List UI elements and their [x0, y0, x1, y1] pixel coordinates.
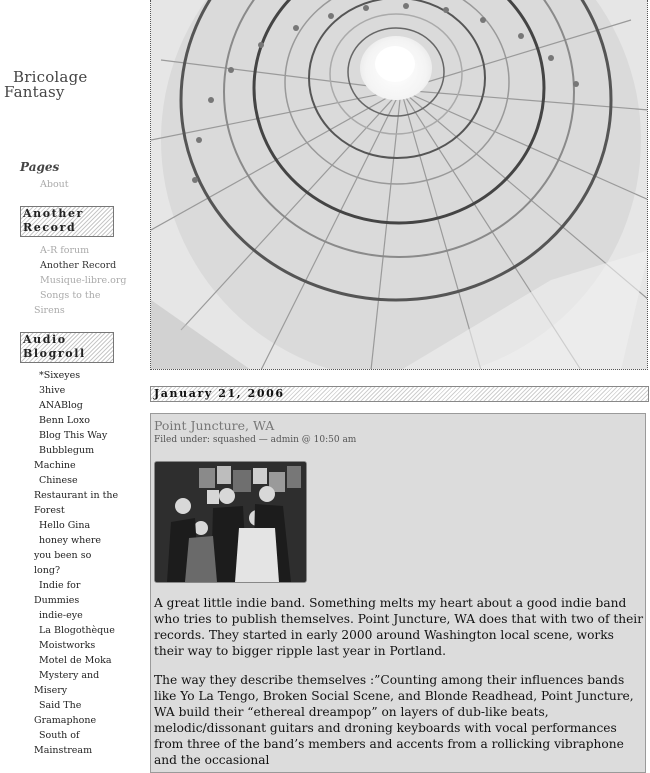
sidebar-link-musique-libre[interactable]: Musique-libre.org — [40, 275, 127, 286]
heading-line: Blogroll — [23, 347, 86, 360]
audio-blogroll-heading — [20, 332, 114, 363]
post-title-link[interactable]: Point Juncture, WA — [154, 418, 275, 433]
sidebar-link-about[interactable]: About — [40, 179, 69, 190]
sidebar-link-songs-to-the-sirens-cont[interactable]: Sirens — [34, 305, 65, 316]
blog-post — [150, 413, 646, 773]
blogroll-item[interactable]: Moistworks — [39, 640, 96, 651]
blogroll-item[interactable]: Indie for — [39, 580, 81, 591]
blogroll-item-cont[interactable]: Mainstream — [34, 745, 93, 756]
pages-heading: Pages — [20, 160, 60, 174]
another-record-heading — [20, 206, 114, 237]
blogroll-item-cont[interactable]: Misery — [34, 685, 68, 696]
sidebar-link-ar-forum[interactable]: A-R forum — [40, 245, 90, 256]
blogroll-item[interactable]: honey where — [39, 535, 102, 546]
blogroll-item-cont[interactable]: Restaurant in the — [34, 490, 119, 501]
blogroll-item[interactable]: Bubblegum — [39, 445, 95, 456]
sidebar-link-another-record[interactable]: Another Record — [40, 260, 117, 271]
band-photo — [154, 461, 307, 583]
band-photo-graphic — [155, 462, 306, 582]
heading-line: Record — [23, 221, 77, 234]
blogroll-item[interactable]: ANABlog — [39, 400, 83, 411]
blogroll-item-cont[interactable]: Dummies — [34, 595, 80, 606]
blogroll-item[interactable]: Blog This Way — [39, 430, 108, 441]
blogroll-item-cont[interactable]: Machine — [34, 460, 76, 471]
blogroll-item-cont[interactable]: long? — [34, 565, 61, 576]
sidebar-link-songs-to-the-sirens[interactable]: Songs to the — [40, 290, 101, 301]
blogroll-item[interactable]: indie-eye — [39, 610, 83, 621]
blogroll-item[interactable]: Hello Gina — [39, 520, 91, 531]
header-spiral-staircase-image — [150, 0, 648, 370]
heading-line: Audio — [23, 333, 67, 346]
sidebar — [0, 0, 148, 756]
blogroll-item[interactable]: 3hive — [39, 385, 66, 396]
blogroll-item[interactable]: South of — [39, 730, 80, 741]
blogroll-item[interactable]: Benn Loxo — [39, 415, 90, 426]
site-title[interactable] — [4, 70, 144, 100]
site-title-line-2: Fantasy — [4, 83, 65, 101]
post-paragraph-2: The way they describe themselves :”Counting among their influences bands like Yo La Tengo, Broken Social Scene, and Blonde Readhead, Point Juncture, WA build their “ethereal dreampop” on layers of dub-like beats, melodic/dissonant guitars and droning keyboards with vocal performances from three of the band’s members and accents from a rollicking vibraphone and the occasional — [154, 673, 634, 767]
blogroll-item[interactable]: Motel de Moka — [39, 655, 112, 666]
site-title-line-1: Bricolage — [13, 68, 88, 86]
blogroll-item[interactable]: Mystery and — [39, 670, 100, 681]
post-meta: Filed under: squashed — admin @ 10:50 am — [154, 435, 357, 445]
blogroll-item[interactable]: Chinese — [39, 475, 78, 486]
blogroll-item[interactable]: La Blogothèque — [39, 625, 115, 636]
blogroll-item-cont[interactable]: you been so — [34, 550, 92, 561]
spiral-staircase-graphic — [151, 0, 648, 370]
blogroll-item[interactable]: *Sixeyes — [39, 370, 81, 381]
heading-line: Another — [23, 207, 84, 220]
blogroll-item[interactable]: Said The — [39, 700, 82, 711]
blogroll-item-cont[interactable]: Forest — [34, 505, 65, 516]
audio-blogroll-list — [34, 368, 144, 758]
post-paragraph-1: A great little indie band. Something melts my heart about a good indie band who tries to publish themselves. Point Juncture, WA does that with two of their records. They started in early 2000 around Washington local scene, works their way to bigger ripple last year in Portland. — [154, 596, 644, 658]
post-date-heading: January 21, 2006 — [150, 386, 649, 402]
blogroll-item-cont[interactable]: Gramaphone — [34, 715, 97, 726]
